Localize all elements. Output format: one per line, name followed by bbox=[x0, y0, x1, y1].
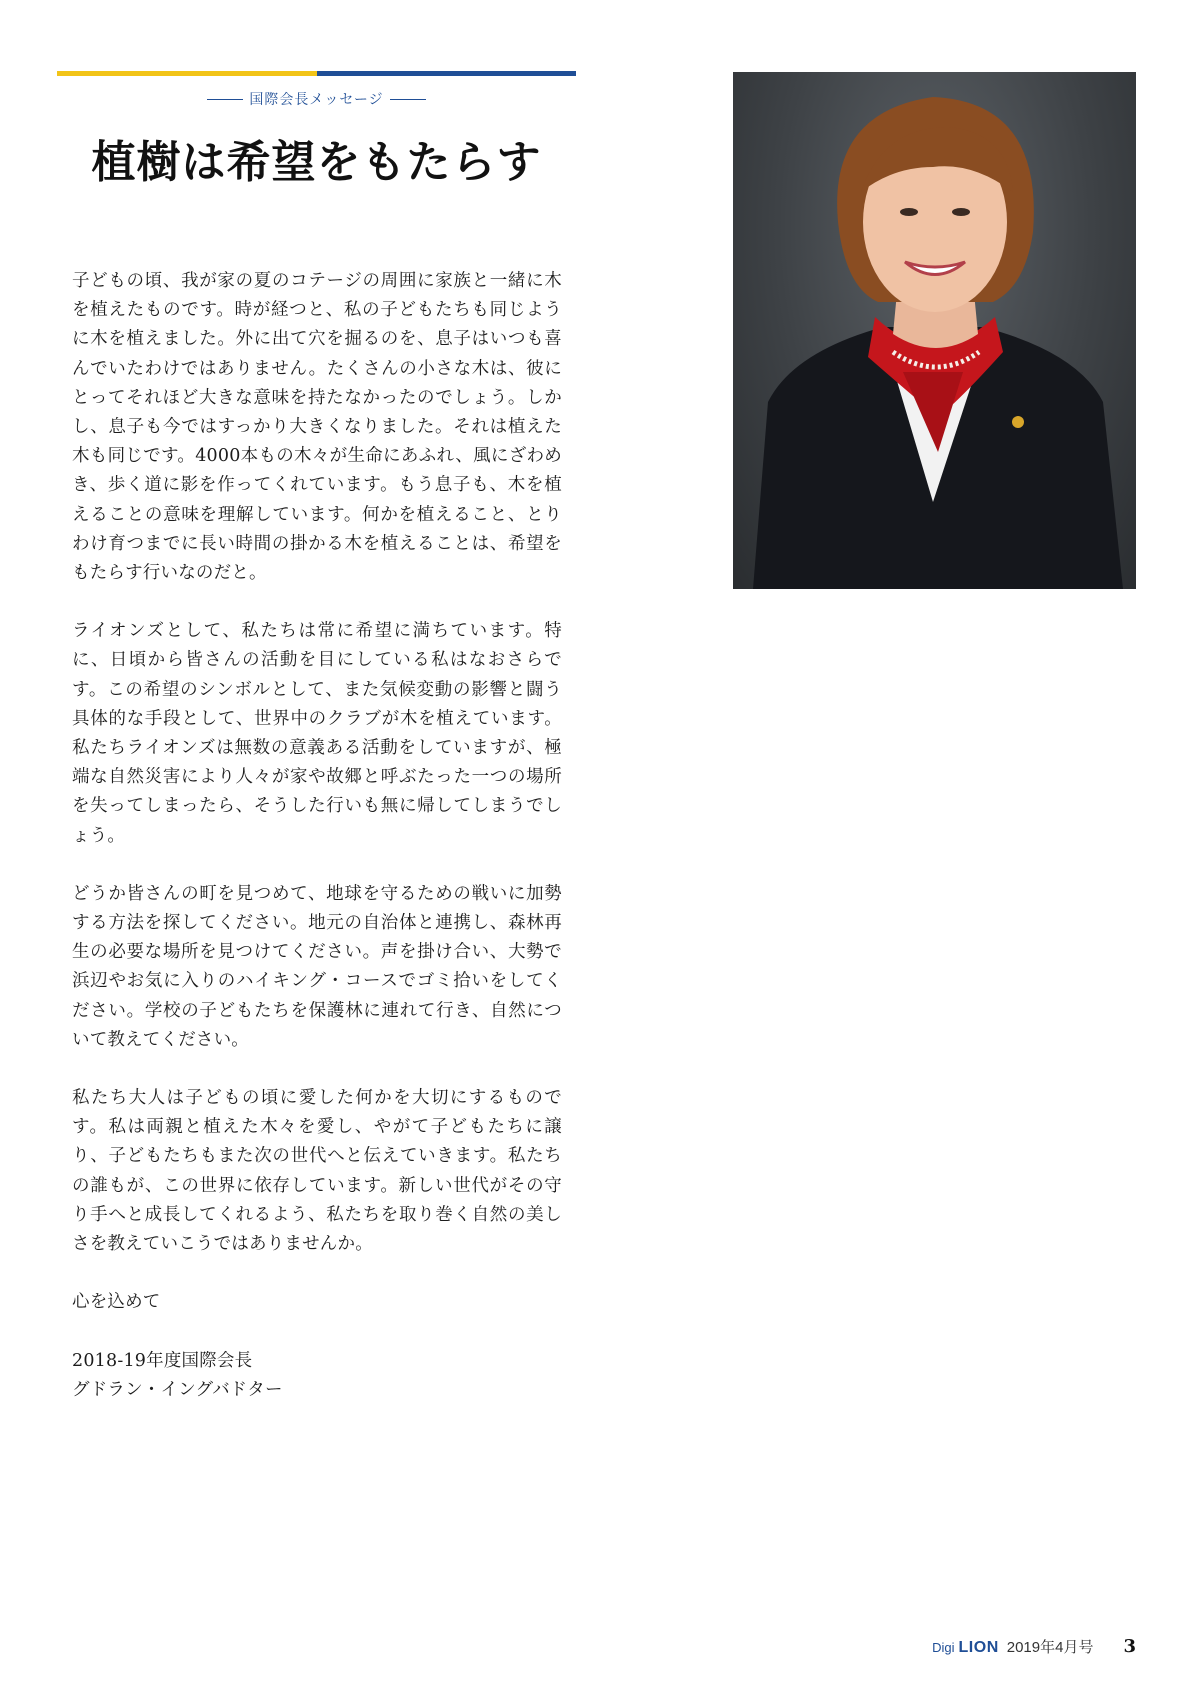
kicker-right-dash bbox=[390, 99, 426, 100]
header-accent-rule bbox=[57, 71, 576, 76]
kicker-label: 国際会長メッセージ bbox=[249, 92, 384, 108]
portrait-illustration bbox=[733, 72, 1136, 589]
page-number: 3 bbox=[1123, 1636, 1136, 1657]
header-rule-yellow-segment bbox=[57, 71, 317, 76]
article-paragraph-4: 私たち大人は子どもの頃に愛した何かを大切にするものです。私は両親と植えた木々を愛し、やがて子どもたちに譲り、子どもたちもまた次の世代へと伝えていきます。私たちの誰もが、この世界に依存しています。新しい世代がその守り手へと成長してくれるよう、私たちを取り巻く自然の美しさを教えていこうではありませんか。 bbox=[72, 1088, 562, 1255]
header-rule-blue-segment bbox=[317, 71, 576, 76]
signature-name: グドラン・イングバドター bbox=[72, 1379, 283, 1400]
section-kicker bbox=[57, 89, 576, 109]
article-signature bbox=[72, 1347, 562, 1405]
page-footer bbox=[932, 1636, 1136, 1657]
signature-role: 2018-19年度国際会長 bbox=[72, 1350, 253, 1371]
article-paragraph-1: 子どもの頃、我が家の夏のコテージの周囲に家族と一緒に木を植えたものです。時が経つと、私の子どもたちも同じように木を植えました。外に出て穴を掘るのを、息子はいつも喜んでいたわけではありません。たくさんの小さな木は、彼にとってそれほど大きな意味を持たなかったのでしょう。しかし、息子も今ではすっかり大きくなりました。それは植えた木も同じです。4000本もの木々が生命にあふれ、風にざわめき、歩く道に影を作ってくれています。もう息子も、木を植えることの意味を理解しています。何かを植えること、とりわけ育つまでに長い時間の掛かる木を植えることは、希望をもたらす行いなのだと。 bbox=[72, 271, 562, 584]
footer-brand-prefix: Digi bbox=[932, 1640, 955, 1655]
article-title: 植樹は希望をもたらす bbox=[91, 137, 542, 188]
article-paragraph-3: どうか皆さんの町を見つめて、地球を守るための戦いに加勢する方法を探してください。地元の自治体と連携し、森林再生の必要な場所を見つけてください。声を掛け合い、大勢で浜辺やお気に入りのハイキング・コースでゴミ拾いをしてください。学校の子どもたちを保護林に連れて行き、自然について教えてください。 bbox=[72, 883, 562, 1050]
president-portrait bbox=[733, 72, 1136, 589]
article-paragraph-2: ライオンズとして、私たちは常に希望に満ちています。特に、日頃から皆さんの活動を目にしている私はなおさらです。この希望のシンボルとして、また気候変動の影響と闘う具体的な手段として、世界中のクラブが木を植えています。私たちライオンズは無数の意義ある活動をしていますが、極端な自然災害により人々が家や故郷と呼ぶたった一つの場所を失ってしまったら、そうした行いも無に帰してしまうでしょう。 bbox=[72, 621, 562, 846]
footer-brand-name: LION bbox=[958, 1639, 999, 1656]
article-closing: 心を込めて bbox=[72, 1292, 161, 1313]
article-body bbox=[72, 267, 562, 1434]
footer-issue: 2019年4月号 bbox=[1006, 1639, 1094, 1656]
kicker-left-dash bbox=[207, 99, 243, 100]
